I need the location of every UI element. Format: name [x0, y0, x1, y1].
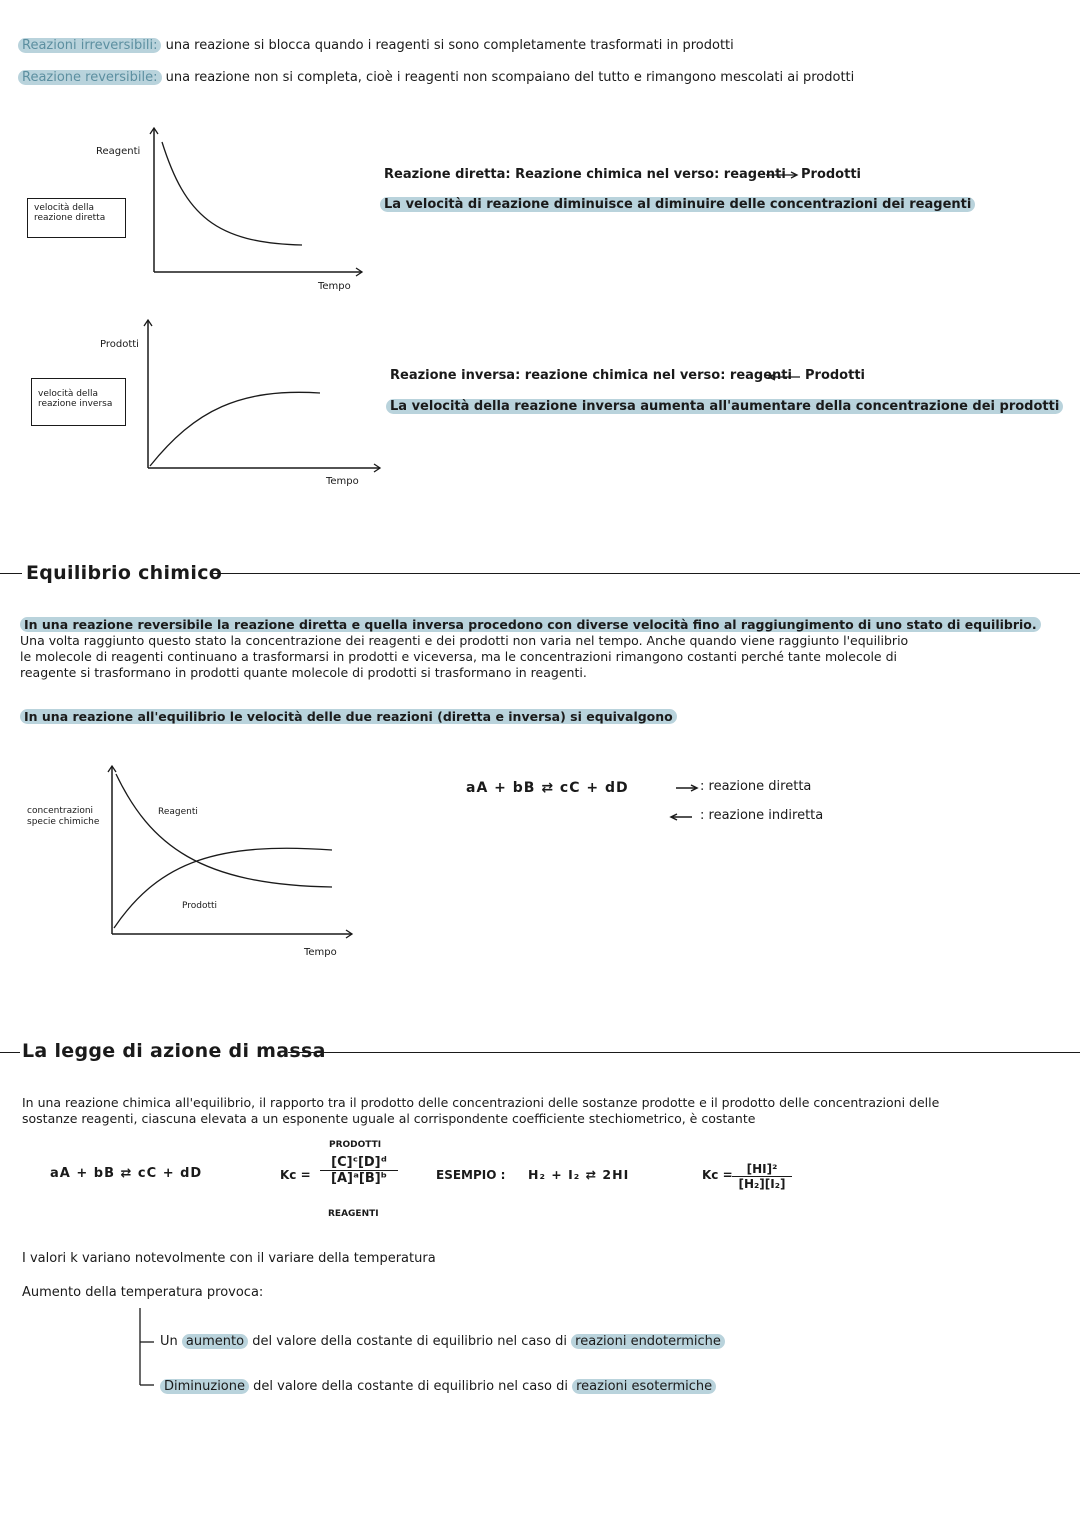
kc-denominator: [A]ᵃ[B]ᵇ [331, 1171, 387, 1186]
bullet-aumento: Un aumento del valore della costante di equilibrio nel caso di reazioni endotermiche [160, 1334, 725, 1349]
graph2-def-right: Prodotti [805, 368, 865, 383]
kc-label: Kc = [280, 1168, 311, 1182]
graph1-ylabel: Reagenti [96, 146, 141, 157]
graph1-xlabel: Tempo [318, 281, 351, 292]
section1-p2: In una reazione all'equilibrio le velocità delle due reazioni (diretta e inversa) si equivalgono [20, 709, 677, 724]
reagenti-label: REAGENTI [328, 1209, 379, 1219]
irreversible-term: Reazioni irreversibili: [18, 38, 161, 53]
kc2-denominator: [H₂][I₂] [738, 1177, 786, 1191]
graph2-def-left: Reazione inversa: reazione chimica nel verso: reagenti [390, 368, 792, 383]
graph3-legend-backward: : reazione indiretta [700, 808, 824, 823]
bullet-diminuzione: Diminuzione del valore della costante di equilibrio nel caso di reazioni esotermiche [160, 1379, 716, 1394]
kc-numerator: [C]ᶜ[D]ᵈ [320, 1155, 398, 1171]
section2-title: La legge di azione di massa [22, 1040, 326, 1062]
graph3-equation: aA + bB ⇄ cC + dD [466, 780, 629, 796]
graph1-def-right: Prodotti [801, 167, 861, 182]
graph3-reagenti-label: Reagenti [158, 807, 198, 817]
section1-p1-highlight: In una reazione reversibile la reazione diretta e quella inversa procedono con diverse velocità fino al raggiungimento di uno stato di equilibrio. [20, 617, 1041, 632]
graph3-ylabel: concentrazioni specie chimiche [27, 806, 100, 827]
graph2-note: La velocità della reazione inversa aumenta all'aumentare della concentrazione dei prodotti [386, 399, 1063, 414]
graph3-xlabel: Tempo [304, 947, 337, 958]
esempio-equation: H₂ + I₂ ⇄ 2HI [528, 1167, 630, 1182]
graph1-def-left: Reazione diretta: Reazione chimica nel verso: reagenti [384, 167, 786, 182]
esempio-label: ESEMPIO : [436, 1168, 506, 1182]
graph3-legend-forward: : reazione diretta [700, 779, 812, 794]
section2-paragraph: In una reazione chimica all'equilibrio, il rapporto tra il prodotto delle concentrazioni delle sostanze prodotte e il prodotto delle concentrazioni delle sostanze reagenti, ciascuna elevata a un esponente uguale al corrispondente coefficiente stechiometrico, è costante [22, 1095, 940, 1126]
irreversible-text: una reazione si blocca quando i reagenti si sono completamente trasformati in prodotti [161, 38, 734, 53]
section1-paragraph: In una reazione reversibile la reazione diretta e quella inversa procedono con diverse velocità fino al raggiungimento di uno stato di equilibrio. Una volta raggiunto questo stato la concentrazione dei reagenti e dei prodotti non varia nel tempo. Anche quando viene raggiunto l'equilibrio le molecole di reagenti continuano a trasformarsi in prodotti e viceversa, ma le concentrazioni rimangono costanti perché tante molecole di reagente si trasformano in prodotti quante molecole di prodotti si trasformano in reagenti. [20, 617, 1070, 681]
graph3-prodotti-label: Prodotti [182, 901, 218, 911]
graph2-xlabel: Tempo [326, 476, 359, 487]
prodotti-label: PRODOTTI [329, 1140, 382, 1150]
kc2-label: Kc = [702, 1168, 733, 1182]
graph2-box: velocità della reazione inversa [31, 378, 126, 426]
reversible-term: Reazione reversibile: [18, 70, 162, 85]
section2-equation: aA + bB ⇄ cC + dD [50, 1166, 203, 1181]
temperature-increase: Aumento della temperatura provoca: [22, 1285, 264, 1300]
graph2-ylabel: Prodotti [100, 339, 139, 350]
graph1-box: velocità della reazione diretta [27, 198, 126, 238]
graph1-note: La velocità di reazione diminuisce al diminuire delle concentrazioni dei reagenti [380, 197, 975, 212]
reversible-text: una reazione non si completa, cioè i reagenti non scompaiano del tutto e rimangono mescolati ai prodotti [161, 70, 855, 85]
kc2-numerator: [HI]² [732, 1162, 792, 1177]
temperature-note: I valori k variano notevolmente con il variare della temperatura [22, 1251, 436, 1266]
section1-title: Equilibrio chimico [26, 562, 223, 584]
